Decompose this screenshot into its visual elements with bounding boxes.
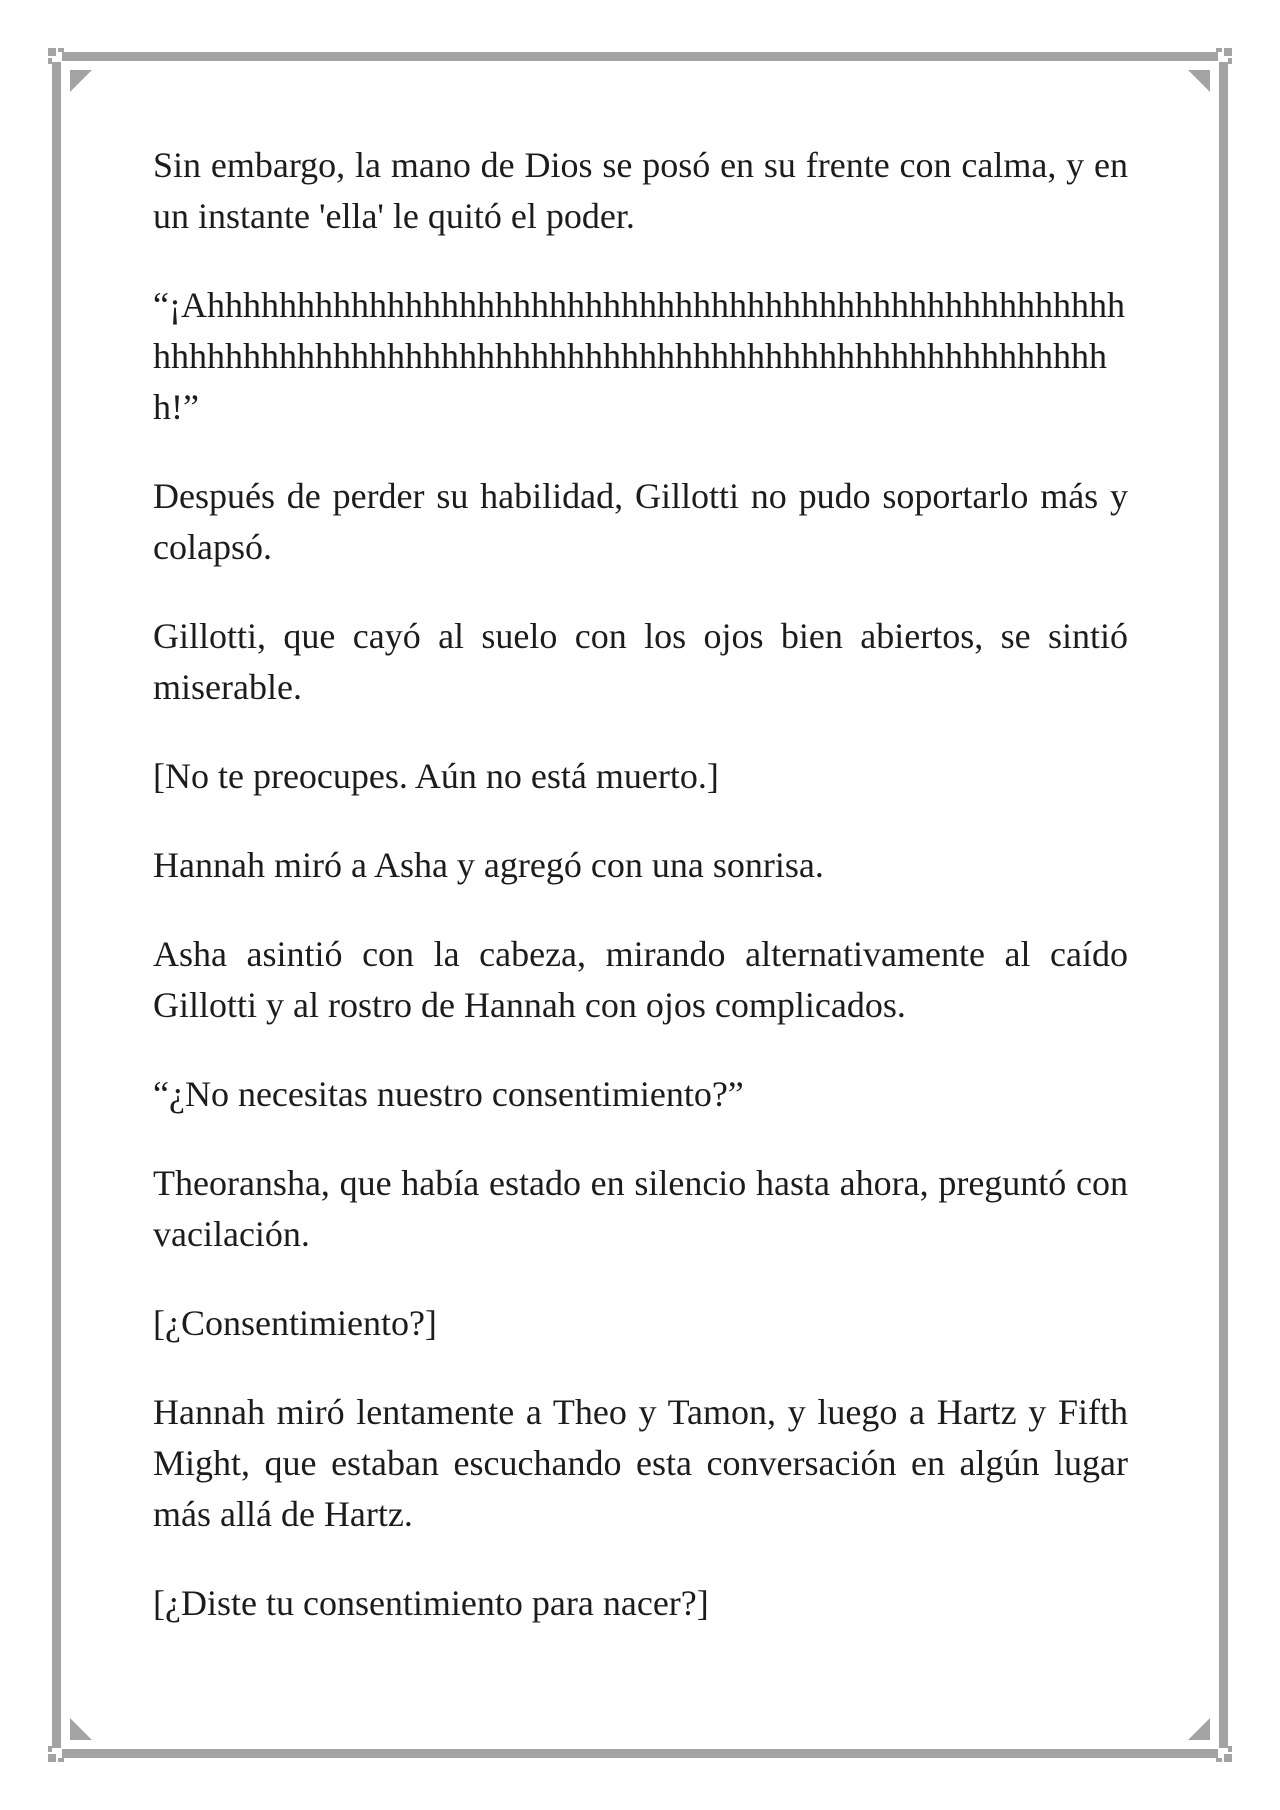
document-body — [153, 140, 1128, 1667]
paragraph: [¿Consentimiento?] — [153, 1303, 437, 1343]
paragraph: Asha asintió con la cabeza, mirando alternativamente al caído Gillotti y al rostro de Hannah con ojos complicados. — [153, 934, 1128, 1025]
paragraph: Theoransha, que había estado en silencio hasta ahora, preguntó con vacilación. — [153, 1163, 1128, 1254]
paragraph: Gillotti, que cayó al suelo con los ojos bien abiertos, se sintió miserable. — [153, 616, 1128, 707]
paragraph: Hannah miró a Asha y agregó con una sonrisa. — [153, 845, 824, 885]
paragraph: Después de perder su habilidad, Gillotti no pudo soportarlo más y colapsó. — [153, 476, 1128, 567]
paragraph-scream: “¡Ahhhhhhhhhhhhhhhhhhhhhhhhhhhhhhhhhhhhhhhhhhhhhhhhhhhhhhhhhhhhhhhhhhhhhhhhhhhhhhhhhhhhhhhhhhhhhhhhhhhhhhhhh!” — [153, 285, 1125, 427]
paragraph: [No te preocupes. Aún no está muerto.] — [153, 756, 719, 796]
paragraph: Hannah miró lentamente a Theo y Tamon, y luego a Hartz y Fifth Might, que estaban escuchando esta conversación en algún lugar más allá de Hartz. — [153, 1392, 1128, 1534]
paragraph: [¿Diste tu consentimiento para nacer?] — [153, 1583, 709, 1623]
paragraph: Sin embargo, la mano de Dios se posó en su frente con calma, y en un instante 'ella' le quitó el poder. — [153, 145, 1128, 236]
paragraph: “¿No necesitas nuestro consentimiento?” — [153, 1074, 744, 1114]
